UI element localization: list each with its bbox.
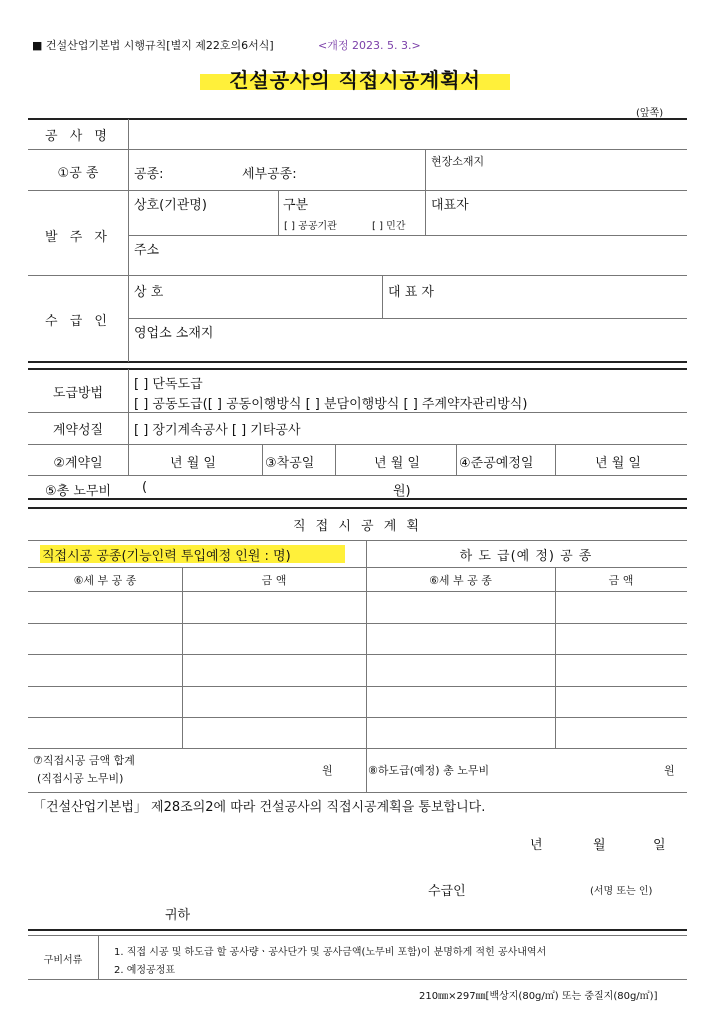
client-rep-label: 대표자 bbox=[431, 198, 469, 213]
subcontract-total-unit: 원 bbox=[664, 764, 675, 777]
col-amount-right: 금 액 bbox=[608, 574, 634, 587]
contractor-office-label: 영업소 소재지 bbox=[134, 326, 214, 341]
client-name-label: 상호(기관명) bbox=[134, 198, 207, 213]
direct-construction-header: 직접시공 공종(기능인력 투입예정 인원 : 명) bbox=[42, 549, 291, 564]
site-location-label: 현장소재지 bbox=[431, 155, 485, 168]
direct-labor-label: (직접시공 노무비) bbox=[37, 772, 124, 785]
attachment-item-2: 2. 예정공정표 bbox=[114, 965, 176, 976]
work-type-label: ①공 종 bbox=[57, 166, 99, 181]
joint-contract-checkbox[interactable]: [ ] 공동도급([ ] 공동이행방식 [ ] 분담이행방식 [ ] 주계약자관리방식) bbox=[134, 397, 528, 412]
contract-date-label: ②계약일 bbox=[53, 456, 103, 471]
client-label: 발 주 자 bbox=[45, 230, 111, 245]
project-name-label: 공 사 명 bbox=[45, 129, 111, 144]
title-highlight bbox=[200, 64, 510, 90]
contractor-rep-label: 대 표 자 bbox=[388, 285, 434, 300]
start-date-field[interactable]: 년 월 일 bbox=[374, 456, 420, 471]
date-day-label: 일 bbox=[653, 838, 666, 853]
sole-contract-checkbox[interactable]: [ ] 단독도급 bbox=[134, 377, 203, 392]
total-labor-cost-field[interactable]: 원) bbox=[393, 484, 411, 499]
contractor-label: 수 급 인 bbox=[45, 314, 111, 329]
contract-method-label: 도급방법 bbox=[52, 386, 104, 401]
date-year-label: 년 bbox=[530, 838, 543, 853]
regulation-reference: ■ 건설산업기본법 시행규칙[별지 제22호의6서식] bbox=[32, 39, 274, 52]
subcontract-total-label: ⑧하도급(예정) 총 노무비 bbox=[368, 764, 490, 777]
total-labor-open-paren: ( bbox=[142, 480, 148, 495]
subcontract-amount-cell[interactable] bbox=[557, 593, 685, 621]
public-institution-checkbox[interactable]: [ ] 공공기관 bbox=[284, 221, 337, 232]
contract-nature-options[interactable]: [ ] 장기계속공사 [ ] 기타공사 bbox=[134, 423, 301, 438]
page-title: 건설공사의 직접시공계획서 bbox=[229, 68, 481, 92]
sub-work-type-field-label: 세부공종: bbox=[242, 167, 297, 182]
start-date-label: ③착공일 bbox=[265, 456, 315, 471]
notification-statement: 「건설산업기본법」 제28조의2에 따라 건설공사의 직접시공계획을 통보합니다. bbox=[33, 800, 486, 815]
client-address-label: 주소 bbox=[134, 243, 160, 258]
direct-total-unit: 원 bbox=[322, 764, 333, 777]
addressee-label: 귀하 bbox=[165, 908, 191, 923]
signature-field[interactable]: (서명 또는 인) bbox=[590, 886, 653, 897]
attachments-label: 구비서류 bbox=[43, 955, 83, 966]
contract-date-field[interactable]: 년 월 일 bbox=[170, 456, 216, 471]
page-side-label: (앞쪽) bbox=[636, 108, 664, 119]
date-month-label: 월 bbox=[593, 838, 606, 853]
completion-date-label: ④준공예정일 bbox=[459, 456, 534, 471]
direct-total-label: ⑦직접시공 금액 합계 bbox=[33, 754, 135, 767]
plan-section-title: 직 접 시 공 계 획 bbox=[292, 519, 422, 534]
direct-sub-work-cell[interactable] bbox=[30, 593, 180, 621]
total-labor-cost-label: ⑤총 노무비 bbox=[44, 484, 112, 499]
contractor-sign-label: 수급인 bbox=[428, 884, 466, 899]
direct-amount-cell[interactable] bbox=[184, 593, 364, 621]
attachment-item-1: 1. 직접 시공 및 하도급 할 공사량ㆍ공사단가 및 공사금액(노무비 포함)이 분명하게 적힌 공사내역서 bbox=[114, 947, 547, 958]
work-type-field-label: 공종: bbox=[134, 167, 164, 182]
col-amount-left: 금 액 bbox=[261, 574, 287, 587]
subcontract-sub-work-cell[interactable] bbox=[368, 593, 553, 621]
project-name-field[interactable] bbox=[132, 122, 682, 146]
private-checkbox[interactable]: [ ] 민간 bbox=[372, 221, 406, 232]
contract-nature-label: 계약성질 bbox=[52, 423, 104, 438]
subcontract-header: 하 도 급(예 정) 공 종 bbox=[459, 549, 593, 564]
col-sub-work-right: ⑥세 부 공 종 bbox=[429, 574, 492, 587]
col-sub-work-left: ⑥세 부 공 종 bbox=[73, 574, 137, 587]
contractor-name-label: 상 호 bbox=[134, 285, 164, 300]
client-category-label: 구분 bbox=[283, 198, 309, 213]
completion-date-field[interactable]: 년 월 일 bbox=[595, 456, 641, 471]
paper-spec: 210㎜×297㎜[백상지(80g/㎡) 또는 중질지(80g/㎡)] bbox=[419, 991, 658, 1002]
revision-date: <개정 2023. 5. 3.> bbox=[318, 39, 421, 52]
